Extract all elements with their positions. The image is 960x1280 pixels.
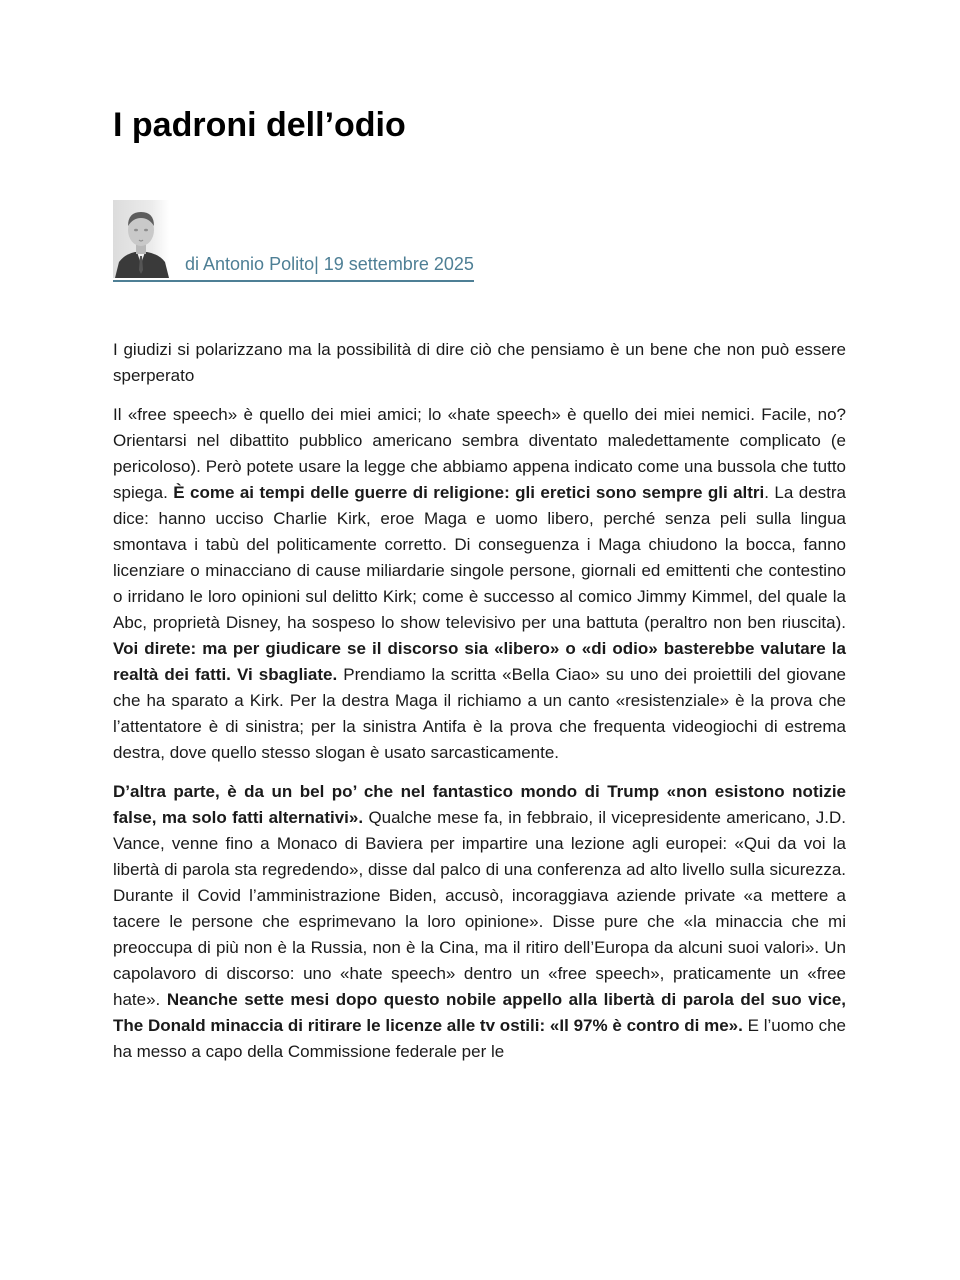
- byline-link[interactable]: [113, 200, 474, 282]
- article-paragraph-2: D’altra parte, è da un bel po’ che nel fantastico mondo di Trump «non esistono notizie false, ma solo fatti alternativi». Qualche mese fa, in febbraio, il vicepresidente americano, J.D. Vance, venne fino a Monaco di Baviera per impartire una lezione agli europei: «Qui da voi la libertà di parola sta regredendo», disse dal palco di una conferenza ad alto livello sulla sicurezza. Durante il Covid l’amministrazione Biden, accusò, incoraggiava aziende private «a mettere a tacere le persone che esprimevano la loro opinione». Disse pure che «la minaccia che mi preoccupa di più non è la Russia, non è la Cina, ma il ritiro dell’Europa da alcuni suoi valori». Un capolavoro di discorso: uno «hate speech» dentro un «free speech», praticamente un «free hate». Neanche sette mesi dopo questo nobile appello alla libertà di parola del suo vice, The Donald minaccia di ritirare le licenze alle tv ostili: «Il 97% è contro di me». E l’uomo che ha messo a capo della Commissione federale per le: [113, 782, 846, 1061]
- lede-paragraph: I giudizi si polarizzano ma la possibilità di dire ciò che pensiamo è un bene che non può essere sperperato: [113, 340, 846, 385]
- author-photo-icon: [113, 200, 169, 278]
- article-title: I padroni dell’odio: [113, 106, 406, 144]
- byline-row: [113, 200, 846, 283]
- article-body: [113, 337, 846, 1065]
- byline-text: di Antonio Polito| 19 settembre 2025: [185, 254, 474, 274]
- article-content: [113, 0, 846, 1065]
- article-paragraph-1: Il «free speech» è quello dei miei amici; lo «hate speech» è quello dei miei nemici. Facile, no? Orientarsi nel dibattito pubblico americano sembra diventato maledettamente complicato (e pericoloso). Però potete usare la legge che abbiamo appena indicato come una bussola che tutto spiega. È come ai tempi delle guerre di religione: gli eretici sono sempre gli altri. La destra dice: hanno ucciso Charlie Kirk, eroe Maga e uomo libero, perché senza peli sulla lingua smontava i tabù del politicamente corretto. Di conseguenza i Maga chiudono la bocca, fanno licenziare o minacciano di cause miliardarie singole persone, giornali ed emittenti che contestino o irridano le loro opinioni sul delitto Kirk; come è successo al comico Jimmy Kimmel, del quale la Abc, proprietà Disney, ha sospeso lo show televisivo per una battuta (peraltro non ben riuscita). Voi direte: ma per giudicare se il discorso sia «libero» o «di odio» basterebbe valutare la realtà dei fatti. Vi sbagliate. Prendiamo la scritta «Bella Ciao» su uno dei proiettili del giovane che ha sparato a Kirk. Per la destra Maga il richiamo a un canto «resistenziale» è la prova che l’attentatore è di sinistra; per la sinistra Antifa è la prova che frequenta videogiochi di estrema destra, dove quello stesso slogan è usato sarcasticamente.: [113, 405, 847, 762]
